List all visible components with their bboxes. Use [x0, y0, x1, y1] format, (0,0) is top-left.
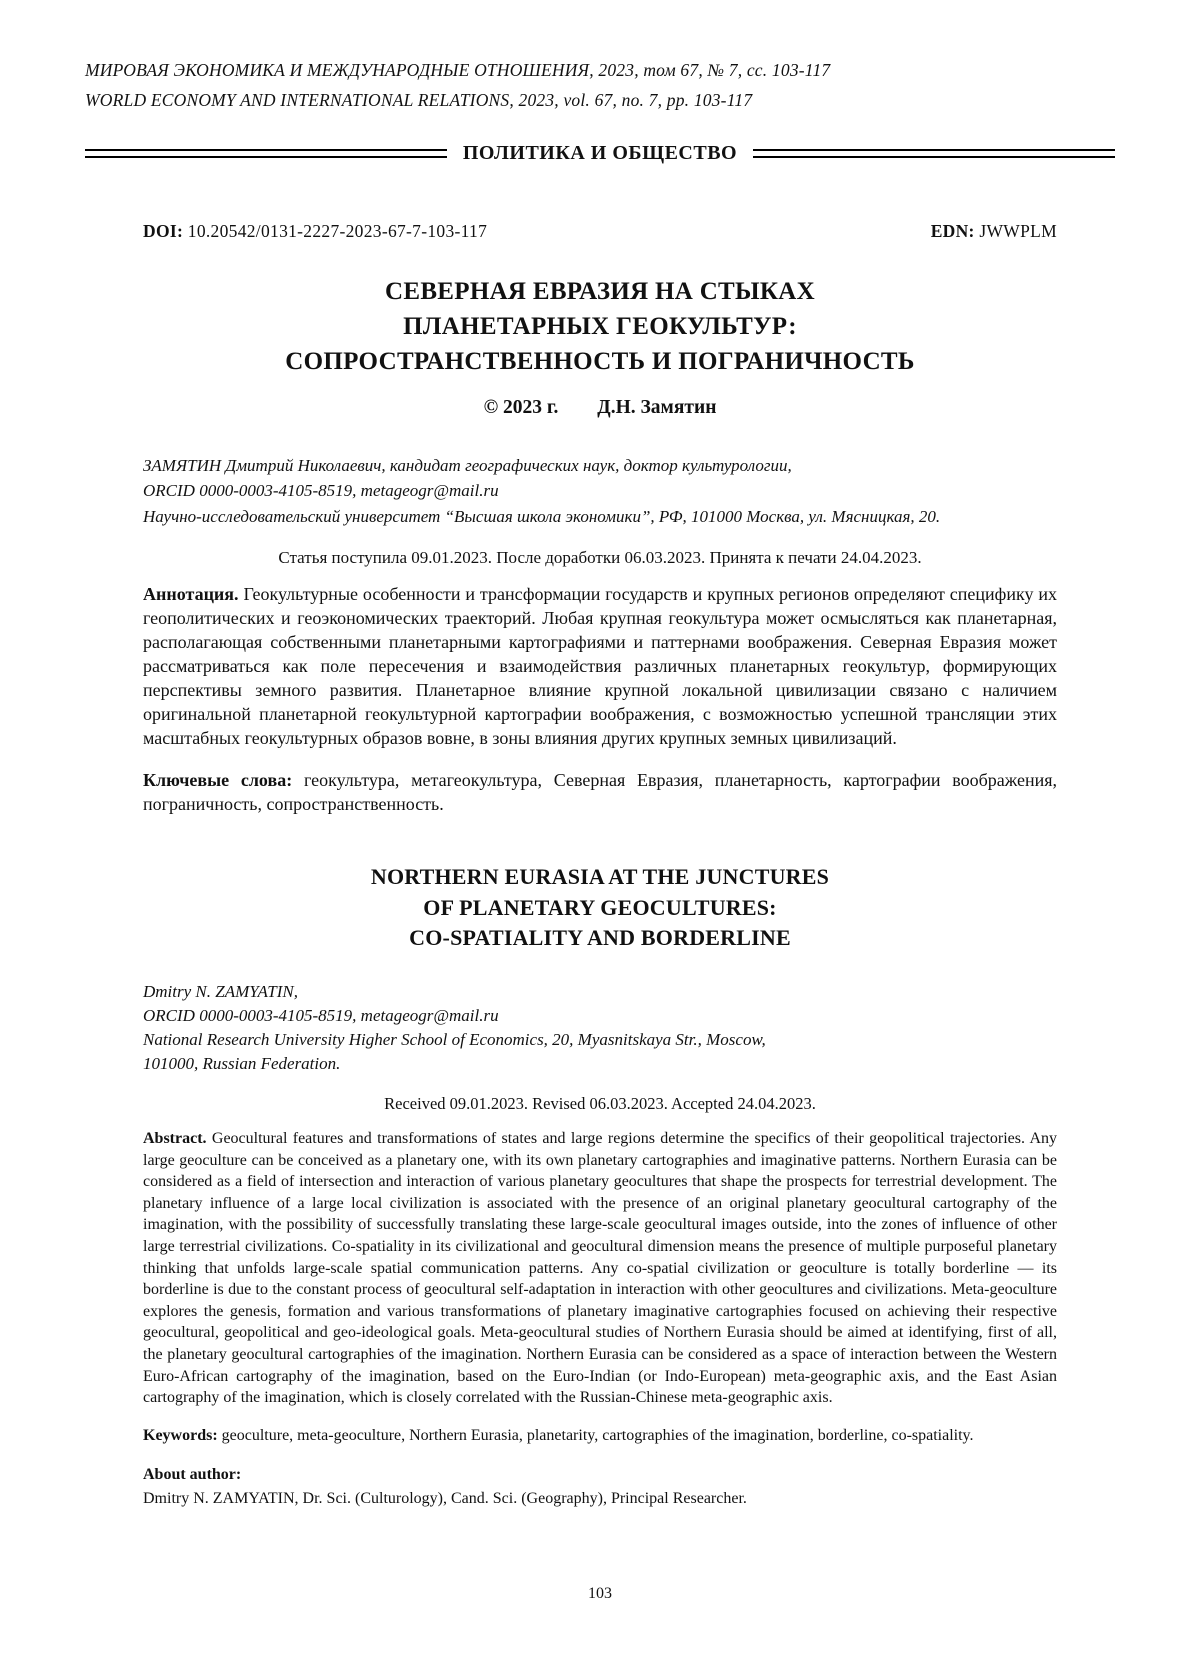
affiliation-en-line4: 101000, Russian Federation. — [143, 1053, 341, 1073]
article-title-en-line3: CO-SPATIALITY AND BORDERLINE — [409, 925, 791, 951]
author-affiliation-ru — [143, 453, 1057, 530]
keywords-ru — [143, 769, 1057, 817]
journal-header — [85, 56, 1115, 116]
edn-value: JWWPLM — [979, 220, 1057, 241]
doi-value: 10.20542/0131-2227-2023-67-7-103-117 — [187, 220, 488, 241]
article-title-en — [143, 862, 1057, 953]
journal-title-en: WORLD ECONOMY AND INTERNATIONAL RELATIONS, 2023, vol. 67, no. 7, pp. 103-117 — [85, 89, 753, 110]
affiliation-ru-line2: ORCID 0000-0003-4105-8519, metageogr@mail.ru — [143, 481, 499, 500]
article-title-ru-line3: СОПРОСТРАНСТВЕННОСТЬ И ПОГРАНИЧНОСТЬ — [285, 347, 915, 375]
keywords-en-text: geoculture, meta-geoculture, Northern Eurasia, planetarity, cartographies of the imagination, borderline, co-spatiality. — [221, 1426, 974, 1444]
keywords-ru-label: Ключевые слова: — [143, 769, 293, 790]
journal-title-ru: МИРОВАЯ ЭКОНОМИКА И МЕЖДУНАРОДНЫЕ ОТНОШЕНИЯ, 2023, том 67, № 7, сс. 103-117 — [85, 60, 831, 80]
article-title-ru-line1: СЕВЕРНАЯ ЕВРАЗИЯ НА СТЫКАХ — [384, 277, 816, 305]
copyright-year: © 2023 г. — [483, 396, 559, 418]
section-banner — [85, 142, 1115, 165]
identifiers-row — [143, 221, 1057, 242]
section-rule-left — [85, 149, 447, 158]
keywords-en-label: Keywords: — [143, 1426, 218, 1444]
doi-label: DOI: — [143, 220, 184, 241]
article-title-ru — [143, 274, 1057, 379]
doi — [143, 221, 487, 242]
about-author-label: About author: — [143, 1466, 242, 1484]
edn-label: EDN: — [930, 220, 975, 241]
section-title: ПОЛИТИКА И ОБЩЕСТВО — [462, 141, 738, 164]
abstract-ru-label: Аннотация. — [143, 584, 239, 604]
edn — [931, 221, 1057, 242]
about-author — [143, 1463, 1057, 1509]
about-author-text: Dmitry N. ZAMYATIN, Dr. Sci. (Culturology), Cand. Sci. (Geography), Principal Researcher. — [143, 1489, 747, 1507]
abstract-en — [143, 1128, 1057, 1409]
received-dates-ru: Статья поступила 09.01.2023. После доработки 06.03.2023. Принята к печати 24.04.2023. — [278, 548, 922, 567]
author-name-ru: Д.Н. Замятин — [597, 396, 717, 418]
affiliation-en-line2: ORCID 0000-0003-4105-8519, metageogr@mail.ru — [143, 1005, 499, 1025]
byline-ru — [143, 397, 1057, 419]
abstract-ru-text: Геокультурные особенности и трансформации государств и крупных регионов определяют специфику их геополитических и геоэкономических траекторий. Любая крупная геокультура может осмысляться как планетарная, располагающая собственными планетарными картографиями и паттернами воображения. Северная Евразия может рассматриваться как поле пересечения и взаимодействия различных планетарных геокультур, формирующих перспективы земного развития. Планетарное влияние крупной локальной цивилизации связано с наличием оригинальной планетарной геокультурной картографии воображения, с возможностью успешной трансляции этих масштабных геокультурных образов вовне, в зоны влияния других крупных земных цивилизаций. — [143, 584, 1057, 748]
article-title-en-line2: OF PLANETARY GEOCULTURES: — [423, 894, 777, 920]
article-title-ru-line2: ПЛАНЕТАРНЫХ ГЕОКУЛЬТУР: — [403, 312, 797, 340]
article-title-en-line1: NORTHERN EURASIA AT THE JUNCTURES — [370, 864, 830, 890]
affiliation-en-line1: Dmitry N. ZAMYATIN, — [143, 981, 298, 1001]
page-number: 103 — [588, 1585, 612, 1602]
abstract-en-text: Geocultural features and transformations of states and large regions determine the specifics of their geopolitical trajectories. Any large geoculture can be conceived as a planetary one, with its own planetary cartographies and imaginative patterns. Northern Eurasia can be considered as a field of intersection and interaction of various planetary geocultures that shape the prospects for terrestrial development. The planetary influence of a large local civilization is associated with the presence of an original planetary geocultural cartography of the imagination, with the possibility of successfully translating these large-scale geocultural images outside, into the zones of influence of other large terrestrial civilizations. Co-spatiality in its civilizational and geocultural dimension means the presence of multiple purposeful planetary thinking that unfolds large-scale spatial communication patterns. Any co-spatial civilization or geoculture is totally borderline — its borderline is due to the constant process of geocultural self-adaptation in interaction with other geocultures and civilizations. Meta-geoculture explores the genesis, formation and various transformations of planetary imaginative cartographies focused on achieving their respective geocultural, geopolitical and geo-ideological goals. Meta-geocultural studies of Northern Eurasia should be aimed at identifying, first of all, the planetary geocultural cartographies of the imagination. Northern Eurasia can be considered as a space of interaction between the Western Euro-African cartography of the imagination, based on the Euro-Indian (or Indo-European) meta-geographic axis, and the East Asian cartography of the imagination, which is closely correlated with the Russian-Chinese meta-geographic axis. — [143, 1130, 1058, 1407]
affiliation-ru-line3: Научно-исследовательский университет “Высшая школа экономики”, РФ, 101000 Москва, ул. Мясницкая, 20. — [143, 506, 941, 526]
affiliation-en-line3: National Research University Higher School of Economics, 20, Myasnitskaya Str., Moscow, — [143, 1029, 766, 1049]
abstract-ru — [143, 583, 1057, 751]
section-rule-right — [753, 149, 1115, 158]
author-affiliation-en — [143, 980, 1057, 1077]
abstract-en-label: Abstract. — [143, 1130, 207, 1148]
affiliation-ru-line1: ЗАМЯТИН Дмитрий Николаевич, кандидат географических наук, доктор культурологии, — [143, 455, 792, 475]
article-body — [85, 221, 1115, 1510]
keywords-ru-text: геокультура, метагеокультура, Северная Евразия, планетарность, картографии воображения, пограничность, сопространственность. — [143, 769, 1058, 814]
received-dates-en: Received 09.01.2023. Revised 06.03.2023. Accepted 24.04.2023. — [384, 1094, 816, 1114]
keywords-en — [143, 1425, 1057, 1447]
